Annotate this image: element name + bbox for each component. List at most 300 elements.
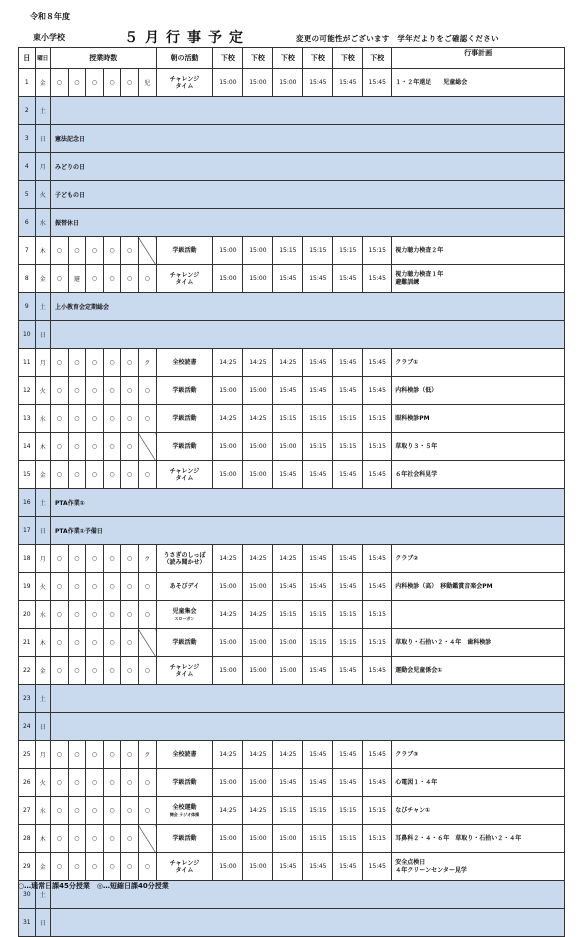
- morning-activity: 学級活動: [172, 639, 197, 646]
- lesson-cell: ○: [51, 825, 69, 853]
- lesson-cell: ○: [51, 853, 69, 881]
- holiday-event-cell: [51, 321, 565, 349]
- dismissal-time-cell: 14:25: [243, 405, 273, 433]
- weekday-cell: 月: [35, 545, 51, 573]
- lesson-cell: ○: [68, 405, 86, 433]
- weekday-cell: 日: [35, 909, 51, 937]
- lesson-cell: ○: [138, 601, 156, 629]
- lesson-cell: ○: [103, 769, 121, 797]
- lesson-cell: ○: [68, 657, 86, 685]
- dismissal-time-cell: 15:45: [303, 769, 333, 797]
- morning-activity: 学級活動: [172, 443, 197, 450]
- lesson-cell: ○: [86, 601, 104, 629]
- morning-activity: チャレンジ タイム: [169, 467, 200, 482]
- day-cell: 26: [19, 769, 36, 797]
- day-cell: 5: [19, 181, 36, 209]
- lesson-cell: ○: [103, 461, 121, 489]
- dismissal-time-cell: 15:00: [213, 265, 243, 293]
- event-notes-cell: 耳鼻科２・４・６年 草取り・石拾い２・４年: [392, 825, 565, 853]
- dismissal-time-cell: 15:00: [243, 853, 273, 881]
- lesson-cell: ○: [86, 265, 104, 293]
- dismissal-time-cell: 15:45: [303, 657, 333, 685]
- dismissal-time-cell: 15:00: [273, 825, 303, 853]
- dismissal-time-cell: 14:25: [273, 545, 303, 573]
- lesson-cell-none: [138, 825, 156, 853]
- event-notes-cell: なびチャン①: [392, 797, 565, 825]
- dismissal-time-cell: 15:45: [363, 545, 392, 573]
- lesson-cell: ○: [51, 405, 69, 433]
- lesson-cell: ク: [138, 349, 156, 377]
- day-cell: 19: [19, 573, 36, 601]
- weekday-cell: 火: [35, 181, 51, 209]
- event-notes-cell: 眼科検診PM: [392, 405, 565, 433]
- lesson-cell: ○: [103, 405, 121, 433]
- dismissal-time-cell: 15:15: [273, 237, 303, 265]
- dismissal-time-cell: 15:45: [363, 657, 392, 685]
- morning-activity: 学級活動: [172, 415, 197, 422]
- table-row: [19, 489, 565, 517]
- morning-activity-cell: [156, 853, 213, 881]
- lesson-cell: ○: [86, 405, 104, 433]
- lesson-cell: ○: [103, 797, 121, 825]
- event-notes-cell: 内科検診（高） 移動鑑賞音楽会PM: [392, 573, 565, 601]
- day-cell: 1: [19, 69, 36, 97]
- morning-activity: 学級活動: [172, 779, 197, 786]
- day-cell: 3: [19, 125, 36, 153]
- dismissal-time-cell: 15:45: [363, 377, 392, 405]
- table-row: [19, 573, 565, 601]
- morning-activity-cell: [156, 237, 213, 265]
- table-row: [19, 853, 565, 881]
- lesson-cell: ○: [68, 545, 86, 573]
- morning-activity-cell: [156, 573, 213, 601]
- event-notes-cell: 内科検診（低）: [392, 377, 565, 405]
- dismissal-time-cell: 15:45: [303, 741, 333, 769]
- lesson-cell: ○: [86, 797, 104, 825]
- morning-activity-cell: [156, 433, 213, 461]
- lesson-cell: ○: [103, 433, 121, 461]
- dismissal-time-cell: 15:15: [363, 601, 392, 629]
- lesson-cell: ○: [68, 573, 86, 601]
- morning-activity-cell: [156, 265, 213, 293]
- lesson-cell: ○: [68, 769, 86, 797]
- dismissal-time-cell: 15:00: [273, 433, 303, 461]
- lesson-cell: ○: [86, 69, 104, 97]
- lesson-cell: ○: [103, 825, 121, 853]
- dismissal-time-cell: 15:45: [363, 349, 392, 377]
- dismissal-time-cell: 15:45: [273, 853, 303, 881]
- lesson-cell: ○: [121, 741, 139, 769]
- dismissal-time-cell: 14:25: [213, 405, 243, 433]
- weekday-cell: 日: [35, 125, 51, 153]
- event-notes-cell: 草取り３・５年: [392, 433, 565, 461]
- table-row: [19, 629, 565, 657]
- table-row: [19, 125, 565, 153]
- lesson-cell: ○: [103, 573, 121, 601]
- lesson-cell: ○: [121, 405, 139, 433]
- lesson-cell: ク: [138, 741, 156, 769]
- lesson-cell: ○: [121, 237, 139, 265]
- lesson-cell: 児: [138, 69, 156, 97]
- dismissal-time-cell: 15:15: [333, 797, 363, 825]
- dismissal-time-cell: 15:15: [273, 797, 303, 825]
- dismissal-time-cell: 15:45: [363, 853, 392, 881]
- lesson-cell: ○: [103, 545, 121, 573]
- event-notes-cell: クラブ②: [392, 545, 565, 573]
- dismissal-time-cell: 15:15: [333, 433, 363, 461]
- day-cell: 11: [19, 349, 36, 377]
- table-row: [19, 909, 565, 937]
- dismissal-time-cell: 15:45: [333, 377, 363, 405]
- table-row: [19, 461, 565, 489]
- table-row: [19, 601, 565, 629]
- dismissal-time-cell: 15:15: [333, 825, 363, 853]
- lesson-cell: ○: [51, 461, 69, 489]
- morning-activity: あそびデイ: [169, 583, 200, 590]
- day-cell: 16: [19, 489, 36, 517]
- day-cell: 30: [19, 881, 36, 909]
- table-row: [19, 685, 565, 713]
- lesson-cell: ○: [103, 237, 121, 265]
- day-cell: 6: [19, 209, 36, 237]
- change-notice: 変更の可能性がございます 学年だよりをご確認ください: [296, 34, 499, 43]
- dismissal-time-cell: 15:45: [333, 265, 363, 293]
- lesson-cell: ○: [68, 377, 86, 405]
- event-notes-cell: １・２年遠足 児童総会: [392, 69, 565, 97]
- dismissal-time-cell: 15:15: [363, 405, 392, 433]
- lesson-cell: ○: [68, 741, 86, 769]
- weekday-cell: 金: [35, 461, 51, 489]
- lesson-cell: ○: [138, 405, 156, 433]
- morning-activity-cell: [156, 349, 213, 377]
- lesson-cell: ○: [138, 853, 156, 881]
- dismissal-time-cell: 15:00: [243, 433, 273, 461]
- lesson-cell: ○: [86, 853, 104, 881]
- weekday-cell: 木: [35, 433, 51, 461]
- dismissal-time-cell: 15:45: [333, 853, 363, 881]
- lesson-cell: ○: [68, 461, 86, 489]
- weekday-cell: 木: [35, 237, 51, 265]
- holiday-event-cell: 憲法記念日: [51, 125, 565, 153]
- lesson-cell: ○: [51, 377, 69, 405]
- table-row: [19, 377, 565, 405]
- dismissal-time-cell: 15:45: [273, 461, 303, 489]
- lesson-cell: ○: [68, 237, 86, 265]
- lesson-cell: ○: [121, 629, 139, 657]
- dismissal-time-cell: 15:00: [243, 237, 273, 265]
- weekday-cell: 火: [35, 377, 51, 405]
- holiday-event-cell: [51, 97, 565, 125]
- schedule-body: [19, 69, 565, 937]
- lesson-cell: ○: [121, 601, 139, 629]
- lesson-cell: ○: [138, 265, 156, 293]
- dismissal-time-cell: 15:00: [243, 657, 273, 685]
- weekday-cell: 日: [35, 321, 51, 349]
- event-notes-cell: 視力聴力検査１年 避難訓練: [392, 265, 565, 293]
- morning-activity: チャレンジ タイム: [169, 271, 200, 286]
- dismissal-time-cell: 15:45: [273, 769, 303, 797]
- dismissal-time-cell: 15:15: [363, 433, 392, 461]
- lesson-cell: ○: [68, 797, 86, 825]
- dismissal-time-cell: 15:00: [213, 377, 243, 405]
- dismissal-time-cell: 15:45: [303, 349, 333, 377]
- day-cell: 20: [19, 601, 36, 629]
- weekday-cell: 土: [35, 293, 51, 321]
- day-cell: 18: [19, 545, 36, 573]
- table-row: [19, 321, 565, 349]
- table-row: [19, 797, 565, 825]
- dismissal-time-cell: 15:45: [303, 377, 333, 405]
- morning-activity: チャレンジ タイム: [169, 663, 200, 678]
- dismissal-time-cell: 15:15: [333, 405, 363, 433]
- lesson-cell: ○: [51, 629, 69, 657]
- weekday-cell: 月: [35, 153, 51, 181]
- weekday-cell: 土: [35, 881, 51, 909]
- dismissal-time-cell: 15:00: [213, 573, 243, 601]
- dismissal-time-cell: 15:15: [303, 433, 333, 461]
- dismissal-time-cell: 14:25: [213, 797, 243, 825]
- dismissal-time-cell: 15:15: [303, 797, 333, 825]
- morning-activity-cell: [156, 657, 213, 685]
- lesson-cell: ○: [138, 769, 156, 797]
- dismissal-time-cell: 14:25: [243, 349, 273, 377]
- day-cell: 24: [19, 713, 36, 741]
- dismissal-time-cell: 15:45: [333, 349, 363, 377]
- dismissal-time-cell: 15:00: [243, 769, 273, 797]
- table-row: [19, 657, 565, 685]
- holiday-event-cell: [51, 713, 565, 741]
- lesson-cell-none: [138, 237, 156, 265]
- weekday-cell: 水: [35, 797, 51, 825]
- lesson-cell: ○: [86, 545, 104, 573]
- lesson-cell: ○: [86, 349, 104, 377]
- lesson-cell: ○: [68, 825, 86, 853]
- dismissal-time-cell: 14:25: [273, 741, 303, 769]
- col-dismissal-2: 下校: [243, 48, 273, 69]
- col-events: 行事計画: [392, 48, 565, 69]
- dismissal-time-cell: 15:45: [303, 545, 333, 573]
- dismissal-time-cell: 15:00: [213, 433, 243, 461]
- dismissal-time-cell: 15:15: [363, 237, 392, 265]
- dismissal-time-cell: 15:45: [363, 461, 392, 489]
- footer-legend: ○…通常日課45分授業 ◎…短縮日課40分授業: [18, 882, 169, 890]
- table-row: [19, 97, 565, 125]
- morning-activity: 学級活動: [172, 835, 197, 842]
- dismissal-time-cell: 15:45: [363, 265, 392, 293]
- dismissal-time-cell: 14:25: [243, 741, 273, 769]
- weekday-cell: 木: [35, 629, 51, 657]
- table-row: [19, 517, 565, 545]
- table-row: [19, 349, 565, 377]
- lesson-cell: ○: [121, 545, 139, 573]
- lesson-cell: ○: [51, 265, 69, 293]
- event-notes-cell: 心電図１・４年: [392, 769, 565, 797]
- lesson-cell: ○: [121, 265, 139, 293]
- dismissal-time-cell: 15:00: [213, 237, 243, 265]
- dismissal-time-cell: 15:15: [333, 629, 363, 657]
- table-row: [19, 265, 565, 293]
- dismissal-time-cell: 15:00: [213, 825, 243, 853]
- dismissal-time-cell: 15:45: [363, 741, 392, 769]
- weekday-cell: 金: [35, 657, 51, 685]
- lesson-cell: ○: [138, 377, 156, 405]
- col-dismissal-1: 下校: [213, 48, 243, 69]
- event-notes-cell: ６年社会科見学: [392, 461, 565, 489]
- dismissal-time-cell: 15:45: [303, 69, 333, 97]
- lesson-cell: ○: [68, 69, 86, 97]
- lesson-cell: 避: [68, 265, 86, 293]
- dismissal-time-cell: 15:00: [243, 69, 273, 97]
- dismissal-time-cell: 15:00: [243, 377, 273, 405]
- dismissal-time-cell: 15:45: [333, 545, 363, 573]
- dismissal-time-cell: 15:00: [213, 69, 243, 97]
- schedule-table: [18, 47, 565, 937]
- dismissal-time-cell: 15:45: [303, 461, 333, 489]
- day-cell: 9: [19, 293, 36, 321]
- lesson-cell: ○: [86, 825, 104, 853]
- weekday-cell: 水: [35, 601, 51, 629]
- weekday-cell: 月: [35, 349, 51, 377]
- col-day: 日: [19, 48, 36, 69]
- event-notes-cell: クラブ①: [392, 349, 565, 377]
- dismissal-time-cell: 15:00: [213, 657, 243, 685]
- col-weekday: 曜日: [35, 48, 51, 69]
- morning-activity-sub: 開会 ラジオ体操: [169, 811, 200, 817]
- morning-activity: 全校読書: [172, 751, 197, 758]
- dismissal-time-cell: 14:25: [243, 601, 273, 629]
- lesson-cell: ○: [86, 629, 104, 657]
- dismissal-time-cell: 14:25: [243, 545, 273, 573]
- holiday-event-cell: [51, 685, 565, 713]
- lesson-cell: ○: [121, 853, 139, 881]
- table-row: [19, 405, 565, 433]
- weekday-cell: 金: [35, 265, 51, 293]
- dismissal-time-cell: 15:15: [303, 237, 333, 265]
- lesson-cell: ○: [51, 573, 69, 601]
- morning-activity-cell: [156, 825, 213, 853]
- lesson-cell: ○: [121, 69, 139, 97]
- weekday-cell: 金: [35, 853, 51, 881]
- weekday-cell: 土: [35, 97, 51, 125]
- table-row: [19, 181, 565, 209]
- weekday-cell: 火: [35, 573, 51, 601]
- table-row: [19, 153, 565, 181]
- col-dismissal-6: 下校: [363, 48, 392, 69]
- weekday-cell: 日: [35, 517, 51, 545]
- holiday-event-cell: PTA作業①: [51, 489, 565, 517]
- dismissal-time-cell: 15:00: [273, 69, 303, 97]
- dismissal-time-cell: 14:25: [213, 349, 243, 377]
- dismissal-time-cell: 15:15: [333, 601, 363, 629]
- day-cell: 7: [19, 237, 36, 265]
- day-cell: 12: [19, 377, 36, 405]
- day-cell: 22: [19, 657, 36, 685]
- morning-activity-cell: [156, 377, 213, 405]
- lesson-cell: ○: [51, 741, 69, 769]
- lesson-cell: ○: [86, 461, 104, 489]
- dismissal-time-cell: 15:00: [243, 573, 273, 601]
- lesson-cell: ○: [103, 853, 121, 881]
- dismissal-time-cell: 15:15: [363, 825, 392, 853]
- lesson-cell-none: [138, 433, 156, 461]
- event-notes-cell: クラブ③: [392, 741, 565, 769]
- lesson-cell: ○: [51, 601, 69, 629]
- lesson-cell: ○: [68, 433, 86, 461]
- dismissal-time-cell: 15:15: [303, 629, 333, 657]
- dismissal-time-cell: 14:25: [213, 545, 243, 573]
- morning-activity-cell: [156, 601, 213, 629]
- dismissal-time-cell: 15:00: [243, 629, 273, 657]
- lesson-cell: ○: [103, 69, 121, 97]
- morning-activity: 児童集会: [172, 607, 197, 615]
- event-notes-cell: 視力聴力検査２年: [392, 237, 565, 265]
- col-lessons: 授業時数: [51, 48, 157, 69]
- event-notes-cell: 安全点検日 ４年クリーンセンター見学: [392, 853, 565, 881]
- dismissal-time-cell: 15:00: [243, 461, 273, 489]
- dismissal-time-cell: 15:45: [333, 461, 363, 489]
- lesson-cell: ○: [121, 769, 139, 797]
- morning-activity-cell: [156, 769, 213, 797]
- dismissal-time-cell: 15:15: [273, 601, 303, 629]
- dismissal-time-cell: 15:45: [363, 573, 392, 601]
- day-cell: 27: [19, 797, 36, 825]
- col-dismissal-3: 下校: [273, 48, 303, 69]
- dismissal-time-cell: 15:00: [243, 265, 273, 293]
- day-cell: 10: [19, 321, 36, 349]
- lesson-cell: ○: [86, 769, 104, 797]
- dismissal-time-cell: 15:00: [273, 657, 303, 685]
- dismissal-time-cell: 15:15: [303, 405, 333, 433]
- lesson-cell: ○: [68, 601, 86, 629]
- table-row: [19, 237, 565, 265]
- table-row: [19, 769, 565, 797]
- dismissal-time-cell: 15:45: [273, 265, 303, 293]
- lesson-cell: ○: [121, 377, 139, 405]
- dismissal-time-cell: 15:15: [363, 797, 392, 825]
- day-cell: 17: [19, 517, 36, 545]
- morning-activity: チャレンジ タイム: [169, 75, 200, 90]
- dismissal-time-cell: 15:15: [303, 601, 333, 629]
- lesson-cell: ○: [138, 797, 156, 825]
- holiday-event-cell: 子どもの日: [51, 181, 565, 209]
- lesson-cell: ○: [103, 349, 121, 377]
- lesson-cell: ○: [121, 433, 139, 461]
- dismissal-time-cell: 15:00: [213, 461, 243, 489]
- dismissal-time-cell: 15:45: [363, 69, 392, 97]
- lesson-cell: ク: [138, 545, 156, 573]
- event-notes-cell: [392, 601, 565, 629]
- morning-activity: 全校運動: [172, 803, 197, 811]
- morning-activity: 学級活動: [172, 247, 197, 254]
- table-row: [19, 69, 565, 97]
- lesson-cell: ○: [68, 629, 86, 657]
- morning-activity-cell: [156, 741, 213, 769]
- dismissal-time-cell: 15:15: [333, 237, 363, 265]
- weekday-cell: 日: [35, 713, 51, 741]
- lesson-cell: ○: [103, 265, 121, 293]
- weekday-cell: 水: [35, 405, 51, 433]
- day-cell: 14: [19, 433, 36, 461]
- dismissal-time-cell: 15:45: [303, 853, 333, 881]
- lesson-cell: ○: [51, 545, 69, 573]
- day-cell: 8: [19, 265, 36, 293]
- table-row: [19, 209, 565, 237]
- morning-activity: 全校読書: [172, 359, 197, 366]
- event-notes-cell: 運動会児童係会①: [392, 657, 565, 685]
- dismissal-time-cell: 14:25: [243, 797, 273, 825]
- day-cell: 25: [19, 741, 36, 769]
- dismissal-time-cell: 15:00: [213, 769, 243, 797]
